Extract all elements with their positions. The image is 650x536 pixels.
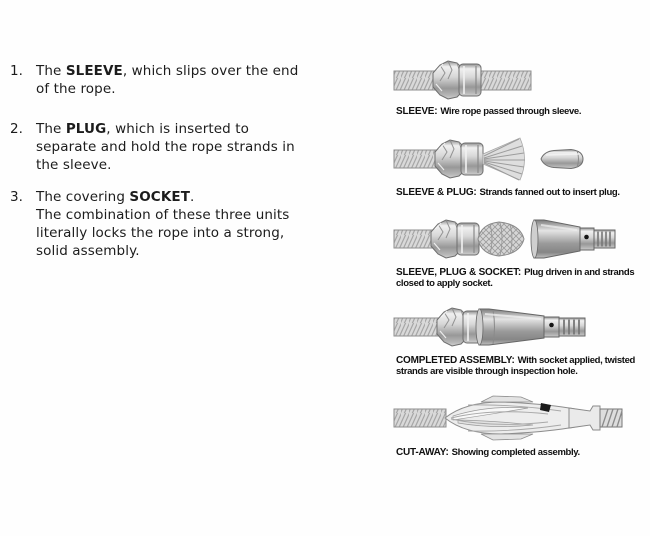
list-item-sleeve <box>10 62 350 98</box>
term-plug: PLUG <box>65 121 107 137</box>
cut-away-diagram <box>393 393 625 443</box>
text-run: , which is inserted to <box>106 121 249 137</box>
term-socket: SOCKET <box>129 189 191 205</box>
caption-label: SLEEVE: <box>396 106 438 117</box>
caption-label: SLEEVE & PLUG: <box>396 187 477 198</box>
caption-label: SLEEVE, PLUG & SOCKET: <box>396 267 522 278</box>
text-run: . <box>190 189 195 205</box>
text-run: The <box>36 121 66 137</box>
caption-text: Wire rope passed through sleeve. <box>440 106 582 117</box>
text-line <box>36 188 289 206</box>
term-sleeve: SLEEVE <box>65 63 123 79</box>
instruction-list <box>10 62 350 260</box>
threaded-end <box>559 318 585 336</box>
text-line: the sleeve. <box>36 157 112 173</box>
sleeve-fitting <box>433 61 481 99</box>
figure-caption <box>393 355 650 377</box>
text-line <box>36 62 298 80</box>
threaded-end <box>594 230 615 248</box>
wire-rope <box>479 71 531 90</box>
inspection-hole <box>549 323 554 328</box>
figure-column <box>393 0 650 536</box>
sleeve-plug-diagram <box>393 135 589 183</box>
list-item-text <box>36 62 298 98</box>
figure-sleeve <box>393 58 650 117</box>
figure-sleeve-plug-socket <box>393 215 650 289</box>
text-line: of the rope. <box>36 81 116 97</box>
wire-rope <box>394 150 437 168</box>
closed-strands-bulb <box>478 222 524 256</box>
caption-label: COMPLETED ASSEMBLY: <box>396 355 515 366</box>
caption-text: Showing completed assembly. <box>451 447 580 458</box>
wire-rope <box>394 409 446 427</box>
caption-text: Plug driven in and strands closed to apply socket. <box>396 267 635 289</box>
caption-label: CUT-AWAY: <box>396 447 449 458</box>
socket-applied <box>476 309 585 345</box>
inspection-hole <box>584 235 589 240</box>
sleeve-fitting <box>435 140 483 178</box>
text-run: The covering <box>36 189 130 205</box>
sleeve-plug-socket-diagram <box>393 215 621 263</box>
figure-caption <box>393 447 650 458</box>
socket <box>531 220 615 258</box>
cutaway-socket-end <box>569 406 622 430</box>
completed-assembly-diagram <box>393 303 593 351</box>
sleeve-fitting <box>431 220 479 258</box>
text-line: The combination of these three units <box>36 207 290 223</box>
text-line <box>36 120 295 138</box>
wire-rope <box>394 71 438 90</box>
figure-sleeve-plug <box>393 135 650 198</box>
sleeve-diagram <box>393 58 533 102</box>
text-line: separate and hold the rope strands in <box>36 139 295 155</box>
text-run: , which slips over the end <box>122 63 299 79</box>
list-number: 1. <box>10 63 23 79</box>
wire-rope <box>394 318 441 336</box>
figure-caption <box>393 106 650 117</box>
text-run: The <box>36 63 66 79</box>
wire-rope <box>394 230 434 248</box>
list-item-text <box>36 188 289 260</box>
fanned-strands <box>483 138 525 180</box>
plug <box>541 150 583 169</box>
caption-text: Strands fanned out to insert plug. <box>479 187 620 198</box>
figure-caption <box>393 267 650 289</box>
figure-caption <box>393 187 650 198</box>
text-line: literally locks the rope into a strong, <box>36 225 285 241</box>
figure-completed-assembly <box>393 303 650 377</box>
list-item-socket <box>10 188 350 260</box>
caption-text: With socket applied, twisted strands are visible through inspection hole. <box>396 355 635 377</box>
list-number: 2. <box>10 121 23 137</box>
list-item-text <box>36 120 295 174</box>
cutaway-body <box>445 396 590 440</box>
list-number: 3. <box>10 189 23 205</box>
text-line: solid assembly. <box>36 243 140 259</box>
figure-cut-away <box>393 393 650 458</box>
list-item-plug <box>10 120 350 174</box>
